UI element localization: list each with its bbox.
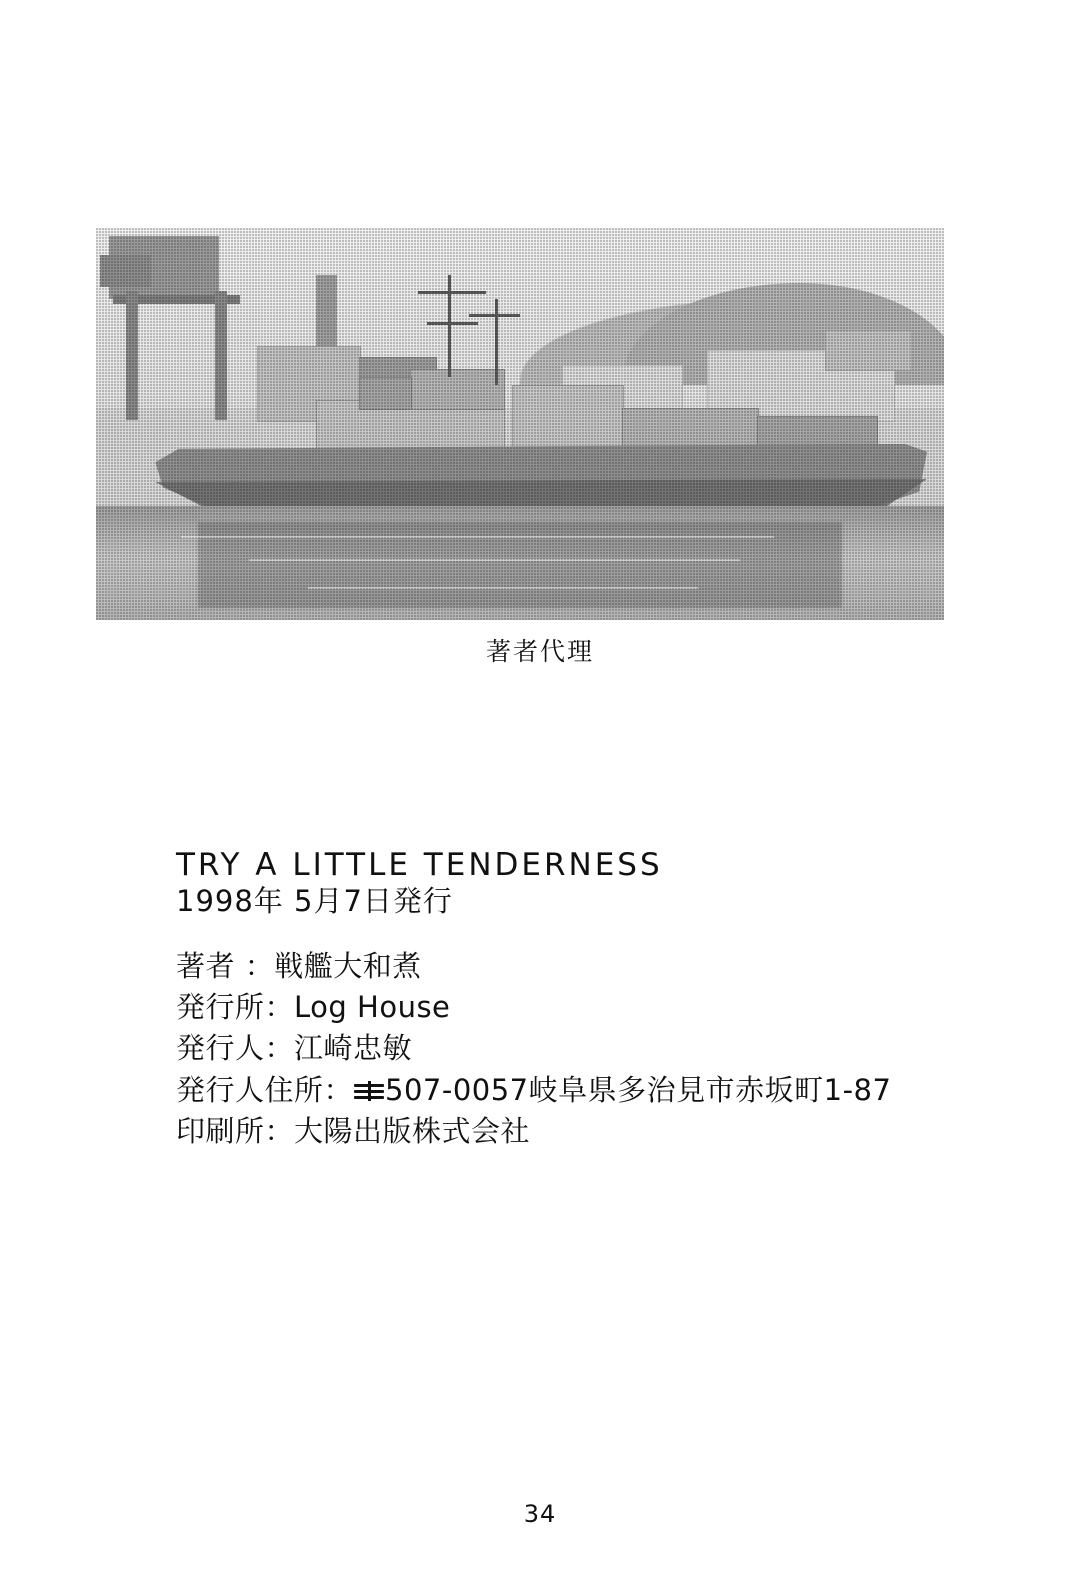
colophon-address-line bbox=[176, 1070, 936, 1111]
photo-water-ripple-3 bbox=[308, 587, 698, 589]
colophon-author: 著者 ：戦艦大和煮 bbox=[176, 949, 422, 984]
photo-gantry-crane-cab bbox=[100, 255, 151, 286]
page-number: 34 bbox=[523, 1500, 557, 1528]
photo-ship-funnel bbox=[359, 377, 412, 410]
postal-mark-icon bbox=[354, 1081, 384, 1103]
colophon-title: TRY A LITTLE TENDERNESS bbox=[176, 847, 663, 883]
colophon-postal-code: 507-0057 bbox=[385, 1072, 529, 1107]
colophon-publication-date: 1998年 5月7日発行 bbox=[176, 883, 453, 918]
photo-ship-aft-deckhouse bbox=[622, 408, 760, 449]
photo-ship-yardarm-upper bbox=[418, 291, 486, 294]
colophon-publisher-person: 発行人：江崎忠敏 bbox=[176, 1031, 413, 1066]
photo-ship-midships bbox=[512, 385, 624, 450]
colophon-block bbox=[176, 848, 936, 1152]
photo-water-ripple-2 bbox=[249, 559, 741, 561]
colophon-publisher: 発行所：Log House bbox=[176, 990, 451, 1025]
photo-ship-yardarm-lower bbox=[427, 322, 478, 325]
photo-ship-antenna bbox=[469, 314, 520, 317]
photo-image bbox=[96, 228, 944, 620]
photo-caption: 著者代理 bbox=[485, 637, 594, 666]
photo-gantry-crane-leg-left bbox=[126, 291, 138, 420]
photo-gantry-crane-leg-right bbox=[215, 291, 227, 420]
photo-ship-secondary-mast bbox=[495, 299, 498, 385]
photo-building-5 bbox=[825, 330, 912, 371]
photo-ship-bridge bbox=[410, 369, 505, 410]
photo-water-ripple-1 bbox=[181, 536, 775, 538]
photo-figure bbox=[96, 228, 944, 620]
colophon-address-label: 発行人住所： bbox=[176, 1072, 354, 1107]
colophon-printer: 印刷所：大陽出版株式会社 bbox=[176, 1113, 531, 1148]
colophon-address: 岐阜県多治見市赤坂町1-87 bbox=[528, 1072, 892, 1107]
colophon-entries bbox=[176, 946, 936, 1152]
